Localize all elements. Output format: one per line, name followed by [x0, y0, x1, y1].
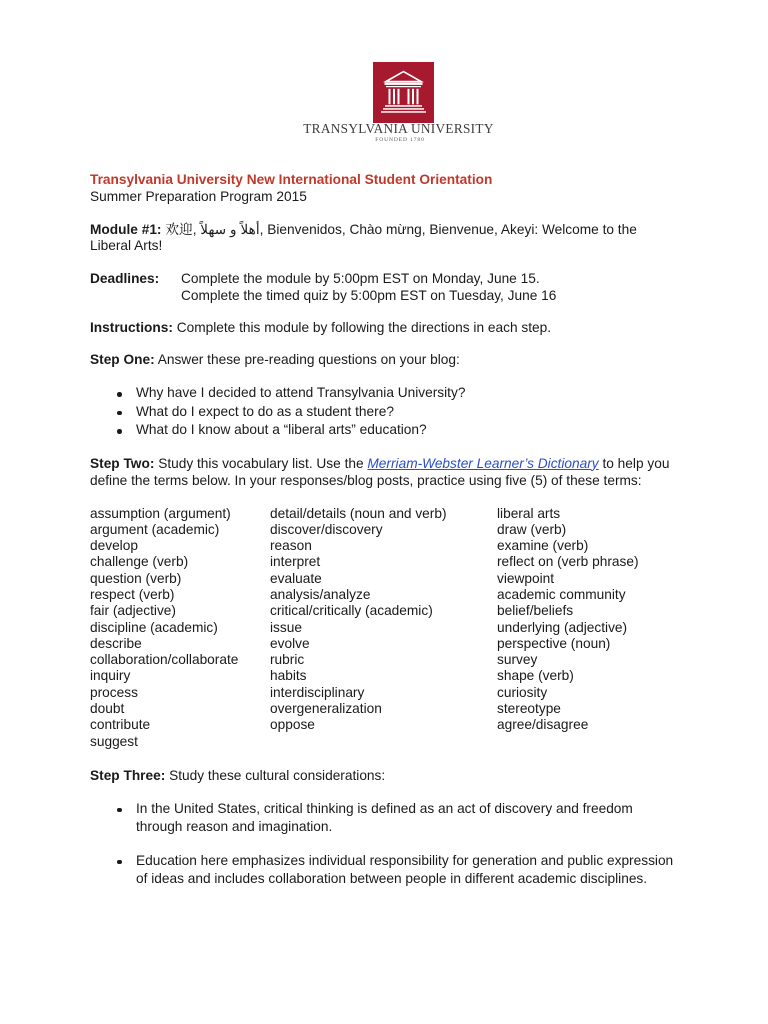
- vocabulary-term: draw (verb): [497, 521, 567, 537]
- bullet-marker: [117, 429, 122, 434]
- document-title: Transylvania University New International Student Orientation: [90, 171, 493, 187]
- vocabulary-term: critical/critically (academic): [270, 603, 433, 619]
- vocabulary-term: academic community: [497, 586, 626, 602]
- instructions-paragraph: [90, 320, 551, 336]
- vocabulary-term: shape (verb): [497, 668, 574, 684]
- logo-frieze: [386, 86, 421, 87]
- vocabulary-term: doubt: [90, 701, 125, 717]
- vocabulary-term: process: [90, 684, 138, 700]
- step-two-text: Study this vocabulary list. Use the: [158, 455, 364, 471]
- university-building-icon: [373, 62, 434, 123]
- deadline-item: Complete the timed quiz by 5:00pm EST on Tuesday, June 16: [181, 287, 557, 303]
- module-welcome-text-continued: Liberal Arts!: [90, 237, 163, 253]
- vocabulary-term: belief/beliefs: [497, 603, 574, 619]
- list-item-text: What do I know about a “liberal arts” education?: [136, 422, 427, 437]
- vocabulary-column-1: [90, 506, 238, 750]
- instructions-label: Instructions:: [90, 319, 173, 335]
- vocabulary-term: rubric: [270, 652, 305, 668]
- vocabulary-term: liberal arts: [497, 505, 561, 521]
- vocabulary-term: respect (verb): [90, 586, 175, 602]
- step-one-label: Step One:: [90, 351, 155, 367]
- bullet-marker: [117, 411, 122, 416]
- vocabulary-term: describe: [90, 635, 142, 651]
- vocabulary-term: habits: [270, 668, 307, 684]
- logo-step: [383, 108, 424, 110]
- vocabulary-term: fair (adjective): [90, 603, 176, 619]
- step-two-text: to help you: [602, 455, 670, 471]
- vocabulary-term: analysis/analyze: [270, 586, 371, 602]
- bullet-marker: [117, 392, 122, 397]
- module-label: Module #1:: [90, 221, 162, 237]
- vocabulary-term: interpret: [270, 554, 321, 570]
- vocabulary-column-2: [270, 506, 447, 734]
- module-heading: [90, 222, 637, 238]
- vocabulary-term: suggest: [90, 733, 138, 749]
- vocabulary-term: oppose: [270, 717, 315, 733]
- list-item-line: through reason and imagination.: [136, 818, 333, 834]
- vocabulary-term: interdisciplinary: [270, 684, 365, 700]
- vocabulary-term: challenge (verb): [90, 554, 189, 570]
- bullet-marker: [117, 808, 122, 813]
- step-three-text: Study these cultural considerations:: [169, 767, 386, 783]
- document-subtitle: Summer Preparation Program 2015: [90, 188, 307, 204]
- logo-column: [393, 89, 395, 105]
- step-one-question-list: [117, 384, 465, 440]
- cultural-considerations-list: [117, 800, 673, 888]
- logo-wordmark: TRANSYLVANIA UNIVERSITY: [303, 120, 494, 136]
- vocabulary-term: reflect on (verb phrase): [497, 554, 639, 570]
- step-two-paragraph: [90, 456, 669, 472]
- deadlines-label: Deadlines:: [90, 270, 160, 286]
- vocabulary-term: collaboration/collaborate: [90, 652, 239, 668]
- list-item-line: Education here emphasizes individual responsibility for generation and public expression: [136, 852, 674, 868]
- vocabulary-term: underlying (adjective): [497, 619, 628, 635]
- list-item-line: In the United States, critical thinking is defined as an act of discovery and freedom: [136, 800, 633, 816]
- vocabulary-term: agree/disagree: [497, 717, 589, 733]
- dictionary-link[interactable]: Merriam-Webster Learner’s Dictionary: [367, 455, 599, 471]
- list-item-text: Why have I decided to attend Transylvania University?: [136, 385, 466, 400]
- logo-entablature: [385, 83, 423, 85]
- vocabulary-term: inquiry: [90, 668, 131, 684]
- vocabulary-term: detail/details (noun and verb): [270, 505, 447, 521]
- list-item-line: of ideas and includes collaboration between people in different academic disciplines.: [136, 870, 648, 886]
- logo-column: [389, 89, 391, 105]
- logo-column: [398, 89, 400, 105]
- vocabulary-term: contribute: [90, 717, 151, 733]
- step-two-label: Step Two:: [90, 455, 155, 471]
- step-two-text-continued: define the terms below. In your responses/blog posts, practice using five (5) of these terms:: [90, 472, 642, 488]
- step-one-paragraph: [90, 352, 460, 368]
- vocabulary-term: argument (academic): [90, 521, 220, 537]
- vocabulary-term: evaluate: [270, 570, 322, 586]
- logo-step: [385, 105, 422, 107]
- deadline-item: Complete the module by 5:00pm EST on Monday, June 15.: [181, 270, 540, 286]
- step-one-text: Answer these pre-reading questions on your blog:: [157, 351, 460, 367]
- vocabulary-term: curiosity: [497, 684, 548, 700]
- list-item: [117, 384, 465, 403]
- vocabulary-term: perspective (noun): [497, 635, 611, 651]
- list-item: [117, 403, 465, 422]
- vocabulary-column-3: [497, 506, 639, 734]
- logo-column: [417, 89, 419, 105]
- vocabulary-term: survey: [497, 652, 538, 668]
- list-item: [117, 800, 673, 836]
- vocabulary-term: examine (verb): [497, 538, 589, 554]
- logo-column: [408, 89, 410, 105]
- vocabulary-term: discover/discovery: [270, 521, 383, 537]
- logo-founded-date: FOUNDED 1780: [375, 136, 425, 143]
- vocabulary-term: evolve: [270, 635, 310, 651]
- step-three-paragraph: [90, 768, 385, 784]
- bullet-marker: [117, 860, 122, 865]
- module-welcome-text: 欢迎, أهلاً و سهلاً, Bienvenidos, Chào mừng, Bienvenue, Akeyi: Welcome to the: [165, 221, 637, 237]
- list-item: [117, 421, 465, 440]
- vocabulary-term: assumption (argument): [90, 505, 231, 521]
- instructions-text: Complete this module by following the directions in each step.: [176, 319, 552, 335]
- vocabulary-term: issue: [270, 619, 302, 635]
- logo-step: [381, 111, 426, 113]
- vocabulary-term: overgeneralization: [270, 701, 382, 717]
- vocabulary-term: develop: [90, 538, 138, 554]
- list-item: [117, 852, 673, 888]
- list-item-text: What do I expect to do as a student there?: [136, 403, 394, 419]
- vocabulary-term: viewpoint: [497, 570, 555, 586]
- vocabulary-term: stereotype: [497, 701, 561, 717]
- vocabulary-term: question (verb): [90, 570, 182, 586]
- logo-column: [412, 89, 414, 105]
- vocabulary-term: reason: [270, 538, 312, 554]
- step-three-label: Step Three:: [90, 767, 166, 783]
- vocabulary-term: discipline (academic): [90, 619, 218, 635]
